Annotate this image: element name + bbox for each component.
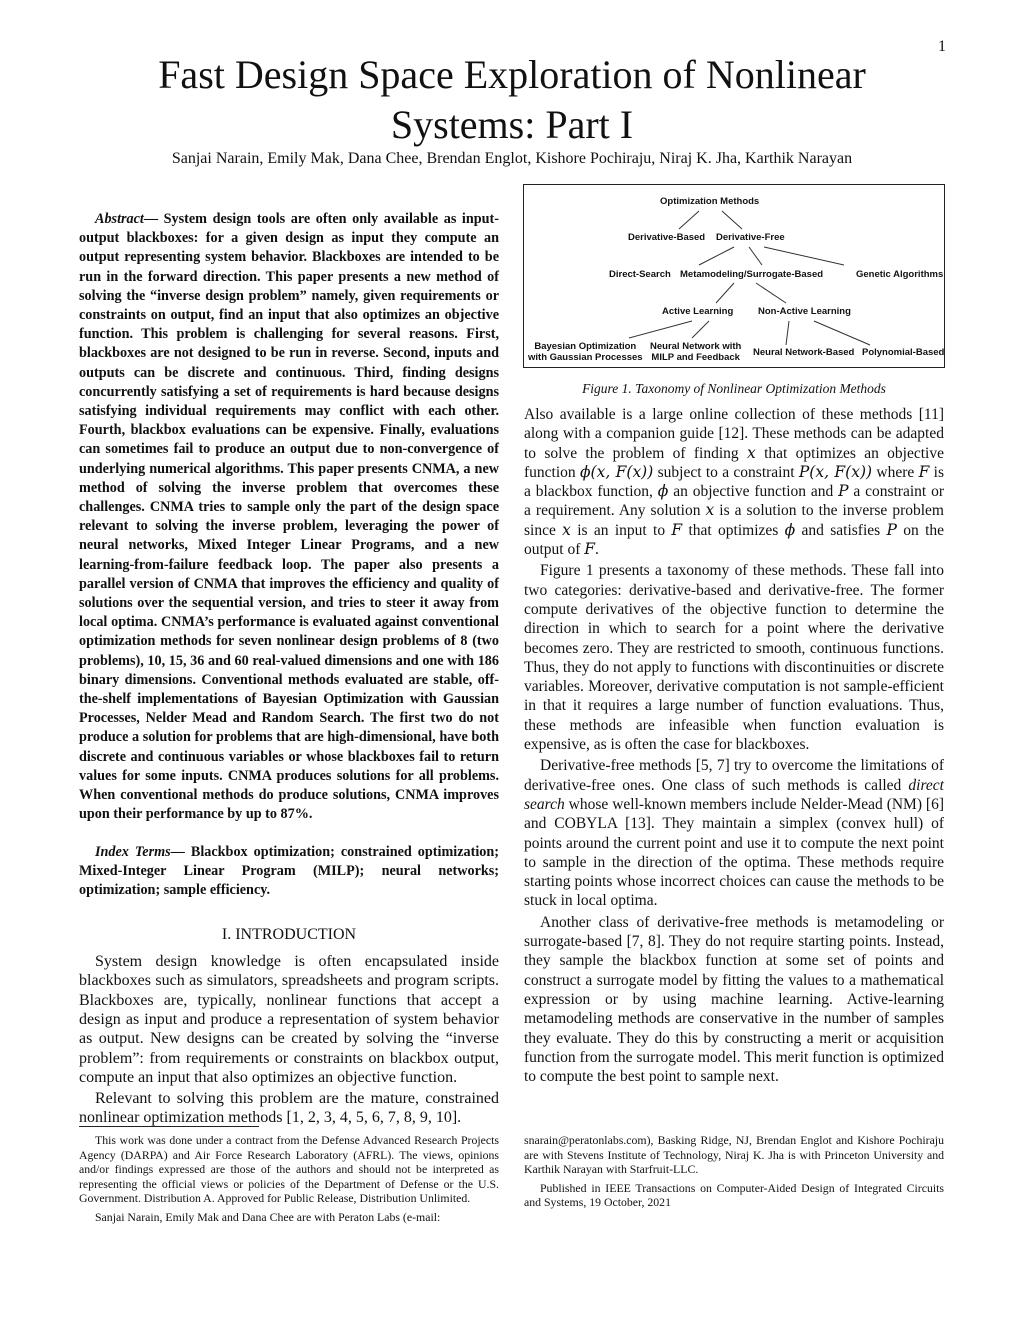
math-x: x [747, 443, 756, 462]
math-P: P [886, 520, 897, 539]
left-column [79, 210, 499, 1130]
node-nn-milp-line-1: Neural Network with [650, 341, 742, 352]
index-terms-text: — Blackbox optimization; constrained optimization; Mixed-Integer Linear Program (MILP); neural networks; optimization; sample efficiency. [79, 843, 499, 898]
math-x: x [705, 501, 715, 520]
node-nn-milp-line-2: MILP and Feedback [651, 352, 740, 363]
intro-paragraph-1: System design knowledge is often encapsulated inside blackboxes such as simulators, spreadsheets and program scripts. Blackboxes are, typically, nonlinear functions that accept a design as input and produce a representation of system behavior as output. New designs can be created by solving the “inverse problem”: from requirements or constraints on blackbox output, compute an input that also optimizes an objective function. [79, 953, 499, 1086]
p1-text-l: on the output of [524, 521, 945, 559]
p3-text-b: whose well-known members include Nelder-Mead (NM) [6] and COBYLA [13]. They maintain a simplex (convex hull) of points around the current point and use it to compute the next point to sample in the direction of the optima. These methods require starting points whose incorrect choices can cause the methods to be stuck in local optima. [524, 795, 944, 910]
node-nn-milp-feedback [650, 341, 741, 363]
node-active-learning: Active Learning [662, 306, 734, 317]
node-genetic-algorithms: Genetic Algorithms [856, 269, 944, 280]
node-optimization-methods: Optimization Methods [660, 196, 760, 207]
intro-paragraph-2: Relevant to solving this problem are the mature, constrained nonlinear optimization methods [1, 2, 3, 4, 5, 6, 7, 8, 9, 10]. [79, 1090, 499, 1127]
taxonomy-figure [523, 184, 945, 368]
footnote-affiliation-start: Sanjai Narain, Emily Mak and Dana Chee are with Peraton Labs (e-mail: [95, 1209, 441, 1224]
right-paragraph-4: Another class of derivative-free methods is metamodeling or surrogate-based [7, 8]. They do not require starting points. Instead, they sample the blackbox function at some set of points and construct a surrogate model by fitting the values to a mathematical expression or by using machine learning. Active-learning metamodeling methods are conservative in the number of samples they evaluate. They do this by constructing a merit or acquisition function from the surrogate model. This merit function is optimized to compute the best point to sample next. [524, 913, 944, 1086]
index-terms-lead: Index Terms [95, 843, 171, 860]
edge-free-direct [699, 247, 734, 265]
math-F: F [671, 520, 683, 539]
edge-active-bayes [629, 321, 692, 338]
abstract [79, 210, 499, 825]
title-line-1: Fast Design Space Exploration of Nonlinear [158, 52, 866, 97]
node-non-active-learning: Non-Active Learning [758, 306, 851, 317]
math-F: F [918, 462, 930, 481]
section-heading: I. INTRODUCTION [221, 926, 357, 944]
edge-nonactive-nn [786, 321, 789, 345]
right-paragraph-1 [524, 405, 944, 559]
edge-meta-active [716, 283, 734, 303]
right-paragraph-2: Figure 1 presents a taxonomy of these methods. These fall into two categories: derivative-based and derivative-free. The former compute derivatives of the objective function to determine the direction in which to search for a point where the derivative becomes zero. They are restricted to smooth, continuous functions. Thus, they do not apply to functions with discontinuities or discrete variables. Moreover, derivative computation is not sample-efficient in that it requires a large number of function evaluations. Thus, these methods are infeasible when function evaluation is expensive, as is often the case for blackboxes. [524, 562, 944, 754]
p1-text-h: is a solution to the inverse problem since [524, 502, 944, 539]
footnote-publication: Published in IEEE Transactions on Computer-Aided Design of Integrated Circuits and Systems, 19 October, 2021 [524, 1180, 944, 1209]
footnotes-left [79, 1133, 499, 1224]
right-paragraph-3 [524, 756, 944, 910]
abstract-lead: Abstract [95, 211, 144, 227]
edge-root-derivbased [679, 211, 699, 229]
node-derivative-free: Derivative-Free [716, 232, 785, 243]
paper-title [0, 50, 1024, 150]
p1-text-f: an objective function and [668, 483, 839, 501]
math-x: x [562, 520, 571, 539]
edge-nonactive-poly [814, 321, 870, 345]
footnote-affiliation-cont: snarain@peratonlabs.com), Basking Ridge, NJ, Brendan Englot and Kishore Pochiraju are with Stevens Institute of Technology, Niraj K. Jha is with Princeton University and Karthik Narayan with Starfruit-LLC. [524, 1133, 944, 1176]
p1-text-m: . [595, 541, 599, 559]
math-phi: ϕ [657, 482, 669, 501]
math-F: F [584, 540, 596, 559]
node-metamodeling: Metamodeling/Surrogate-Based [680, 269, 824, 280]
edge-free-genetic [764, 247, 844, 265]
node-polynomial-based: Polynomial-Based [862, 347, 945, 358]
p1-text-e: is a blackbox function, [524, 463, 944, 501]
p3-emphasis: direct search [524, 776, 944, 813]
math-constraint: P(x, F(x)) [798, 462, 873, 481]
node-nn-based: Neural Network-Based [753, 347, 855, 358]
edge-active-nnmilp [692, 321, 709, 338]
p1-text-c: subject to a constraint [653, 463, 799, 481]
p3-text-a: Derivative-free methods [5, 7] try to overcome the limitations of derivative-free ones. One class of such methods is called [524, 757, 944, 794]
p1-text-b: that optimizes an objective function [524, 444, 944, 481]
p1-text-k: and satisfies [795, 521, 887, 539]
abstract-text: — System design tools are often only available as input-output blackboxes: for a given design as input they compute an output representing system behavior. Blackboxes are intended to be run in the forward direction. This paper presents a new method of solving the “inverse design problem” namely, given requirements or constraints on output, find an input that also optimizes an objective function. This problem is challenging for several reasons. First, blackboxes are not designed to be run in reverse. Second, inputs and outputs can be discrete and continuous. Third, finding designs concurrently satisfying a set of requirements is hard because designs satisfying individual requirements may conflict with each other. Fourth, blackbox evaluations can be expensive. Finally, evaluations can sometimes fail to produce an output due to non-convergence of underlying numerical algorithms. This paper presents CNMA, a new method of solving the inverse problem that overcomes these challenges. CNMA tries to sample only the part of the design space relevant to solving the inverse problem, leveraging the power of neural networks, Mixed Integer Linear Programs, and a new learning-from-failure feedback loop. The paper also presents a parallel version of CNMA that improves the efficiency and quality of solutions over the sequential version, and tries to steer it away from local optima. CNMA’s performance is evaluated against conventional optimization methods for seven nonlinear design problems of 8 (two problems), 10, 15, 36 and 60 real-valued dimensions and one with 186 binary dimensions. Conventional methods evaluated are stable, off-the-shelf implementations of Bayesian Optimization with Gaussian Processes, Nelder Mead and Random Search. The first two do not produce a solution for problems that are high-dimensional, have both discrete and continuous variables or whose blackboxes fail to return values for some inputs. CNMA produces solutions for all problems. When conventional methods do produce solutions, CNMA improves upon their performance by up to 87%. [79, 211, 499, 823]
node-derivative-based: Derivative-Based [628, 232, 706, 243]
math-objective: ϕ(x, F(x)) [579, 462, 654, 481]
edge-free-meta [749, 247, 762, 265]
edge-meta-nonactive [756, 283, 786, 303]
right-column [524, 405, 944, 1088]
title-line-2: Systems: Part I [390, 102, 634, 147]
page-number: 1 [938, 38, 946, 55]
math-phi: ϕ [784, 520, 796, 539]
p1-text-i: is an input to [570, 521, 672, 539]
edge-root-derivfree [722, 211, 742, 229]
p1-text-d: where [872, 463, 919, 481]
math-P: P [838, 482, 849, 501]
node-bayesian-optimization [528, 341, 643, 363]
author-list: Sanjai Narain, Emily Mak, Dana Chee, Brendan Englot, Kishore Pochiraju, Niraj K. Jha, Karthik Narayan [171, 150, 853, 167]
node-direct-search: Direct-Search [609, 269, 671, 280]
p1-text-a: Also available is a large online collection of these methods [11] along with a companion guide [12]. These methods can be adapted to solve the problem of finding [524, 406, 944, 462]
index-terms [79, 843, 499, 901]
p1-text-j: that optimizes [682, 521, 785, 539]
figure-caption: Figure 1. Taxonomy of Nonlinear Optimization Methods [582, 381, 886, 396]
footnote-rule [79, 1126, 259, 1127]
node-bayes-line-2: with Gaussian Processes [528, 352, 643, 363]
node-bayes-line-1: Bayesian Optimization [534, 341, 637, 352]
footnote-funding: This work was done under a contract from the Defense Advanced Research Projects Agency (DARPA) and Air Force Research Laboratory (AFRL). The views, opinions and/or findings expressed are those of the authors and should not be interpreted as representing the official views or policies of the Department of Defense or the U.S. Government. Distribution A. Approved for Public Release, Distribution Unlimited. [79, 1133, 499, 1205]
footnotes-right [524, 1133, 944, 1210]
p1-text-g: a constraint or a requirement. Any solution [524, 483, 944, 520]
